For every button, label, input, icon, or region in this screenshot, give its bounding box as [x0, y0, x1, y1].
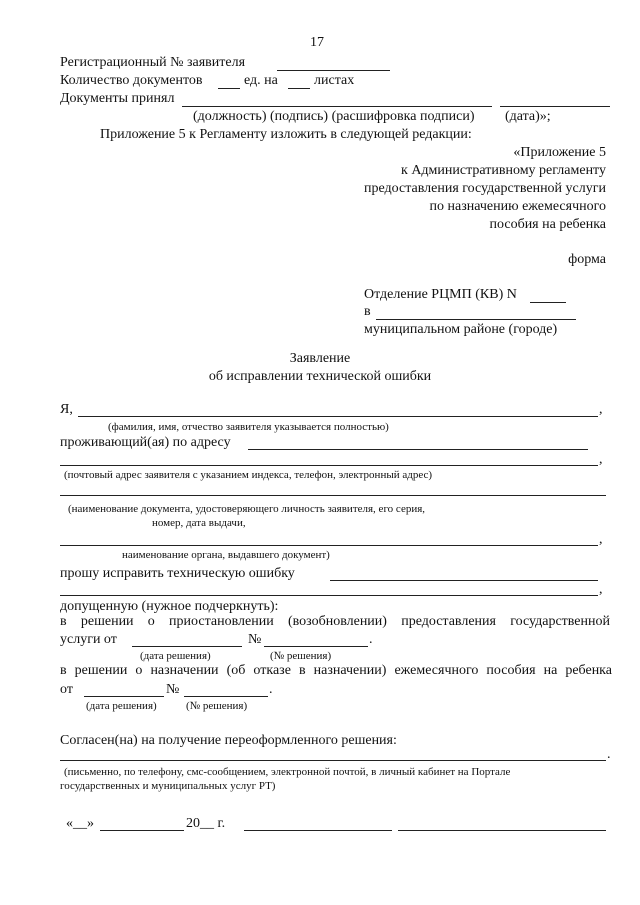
- reg-line: [277, 70, 390, 71]
- request-label: прошу исправить техническую ошибку: [60, 566, 295, 581]
- org-caption: наименование органа, выдавшего документ): [122, 549, 330, 561]
- in-line: [376, 319, 576, 320]
- form-label: форма: [568, 252, 606, 267]
- year-label: 20__ г.: [186, 816, 226, 831]
- suspension-line1: в решении о приостановлении (возобновлении) предоставления государственной: [60, 614, 610, 629]
- docs-count-line: [218, 88, 240, 89]
- appendix-line3: предоставления государственной услуги: [364, 181, 606, 196]
- refusal-number-line: [184, 696, 268, 697]
- refusal-number-sign: №: [166, 682, 180, 697]
- period: .: [607, 747, 611, 762]
- appendix-line5: пособия на ребенка: [489, 217, 606, 232]
- comma: ,: [599, 532, 603, 547]
- suspension-date-line: [132, 646, 242, 647]
- refusal-from: от: [60, 682, 73, 697]
- residing-label: проживающий(ая) по адресу: [60, 435, 231, 450]
- sheets-line: [288, 88, 310, 89]
- signature-captions: (должность) (подпись) (расшифровка подписи): [193, 109, 475, 124]
- appendix-line1: «Приложение 5: [513, 145, 606, 160]
- made-label: допущенную (нужное подчеркнуть):: [60, 599, 279, 614]
- title-line2: об исправлении технической ошибки: [208, 369, 432, 384]
- accepted-line-2: [500, 106, 610, 107]
- suspension-date-caption: (дата решения): [140, 650, 211, 662]
- comma: ,: [599, 402, 603, 417]
- fio-caption: (фамилия, имя, отчество заявителя указывается полностью): [108, 421, 389, 433]
- reg-label: Регистрационный № заявителя: [60, 55, 246, 70]
- period: .: [369, 632, 373, 647]
- suspension-number-sign: №: [248, 632, 262, 647]
- address-line: [60, 465, 598, 466]
- page-number: 17: [310, 35, 324, 50]
- refusal-line: в решении о назначении (об отказе в назначении) ежемесячного пособия на ребенка: [60, 663, 612, 678]
- in-label: в: [364, 304, 371, 319]
- signature-line-2: [398, 830, 606, 831]
- date-caption: (дата)»;: [505, 109, 551, 124]
- request-line: [330, 580, 598, 581]
- sheets-label: листах: [314, 73, 355, 88]
- method-caption-1: (письменно, по телефону, смс-сообщением, электронной почтой, в личный кабинет на Портале: [64, 766, 511, 778]
- refusal-date-caption: (дата решения): [86, 700, 157, 712]
- agree-label: Согласен(на) на получение переоформленного решения:: [60, 733, 397, 748]
- office-line: [530, 302, 566, 303]
- comma: ,: [599, 452, 603, 467]
- suspension-from: услуги от: [60, 632, 117, 647]
- docs-count-label: Количество документов: [60, 73, 203, 88]
- request-line-2: [60, 595, 598, 596]
- fio-line: [78, 416, 598, 417]
- district-label: муниципальном районе (городе): [364, 322, 558, 337]
- month-line: [100, 830, 184, 831]
- address-caption: (почтовый адрес заявителя с указанием индекса, телефон, электронный адрес): [64, 469, 433, 481]
- accepted-label: Документы принял: [60, 91, 175, 106]
- appendix-intro: Приложение 5 к Регламенту изложить в следующей редакции:: [100, 127, 472, 142]
- office-label: Отделение РЦМП (КВ) N: [364, 287, 517, 302]
- residing-line: [248, 449, 588, 450]
- refusal-date-line: [84, 696, 164, 697]
- period: .: [269, 682, 273, 697]
- document-line: [60, 495, 606, 496]
- org-line: [60, 545, 598, 546]
- method-caption-2: государственных и муниципальных услуг РТ): [60, 780, 276, 792]
- i-label: Я,: [60, 402, 73, 417]
- suspension-number-line: [264, 646, 368, 647]
- refusal-number-caption: (№ решения): [186, 700, 248, 712]
- signature-line-1: [244, 830, 392, 831]
- appendix-line4: по назначению ежемесячного: [429, 199, 606, 214]
- comma: ,: [599, 582, 603, 597]
- accepted-line-1: [182, 106, 492, 107]
- doc-caption-1: (наименование документа, удостоверяющего личность заявителя, его серия,: [68, 503, 426, 515]
- title-line1: Заявление: [289, 351, 351, 366]
- method-line: [60, 760, 606, 761]
- doc-caption-2: номер, дата выдачи,: [152, 517, 246, 529]
- date-open: «__»: [66, 816, 94, 831]
- suspension-number-caption: (№ решения): [270, 650, 332, 662]
- appendix-line2: к Административному регламенту: [401, 163, 606, 178]
- units-on-label: ед. на: [244, 73, 278, 88]
